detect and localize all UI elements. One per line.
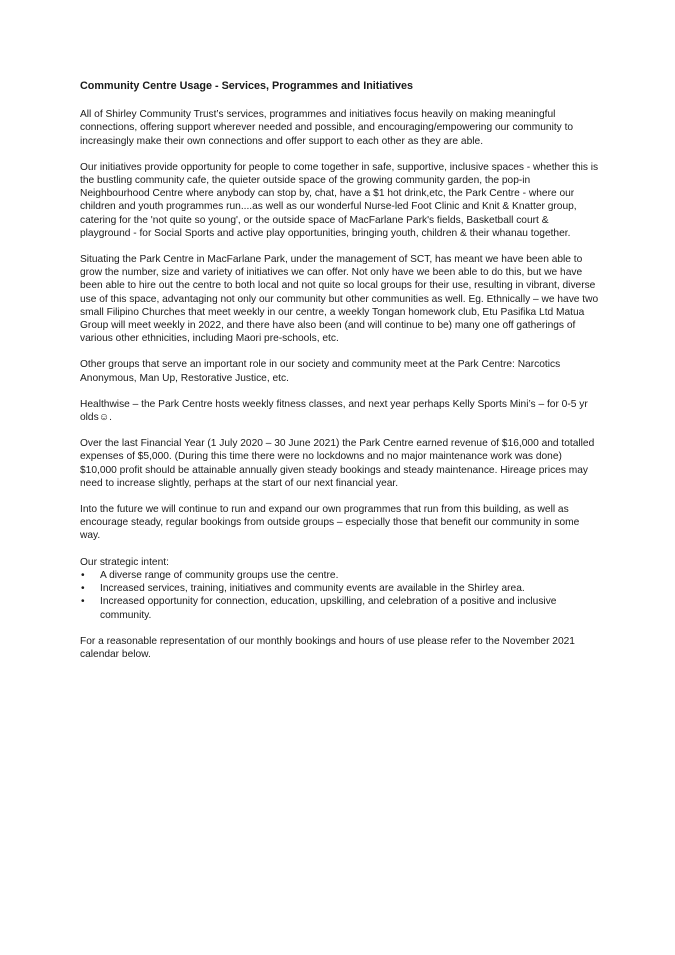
- strategic-intent-heading: Our strategic intent:: [80, 556, 169, 568]
- document-body: [80, 80, 600, 674]
- strategic-intent-list: [80, 569, 600, 622]
- paragraph-healthwise: Healthwise – the Park Centre hosts weekly fitness classes, and next year perhaps Kelly Sports Mini’s – for 0-5 yr olds☺.: [80, 398, 588, 424]
- paragraph-other-groups: Other groups that serve an important role in our society and community meet at the Park Centre: Narcotics Anonymous, Man Up, Restorative Justice, etc.: [80, 359, 561, 384]
- list-item: • Increased opportunity for connection, education, upskilling, and celebration of a positive and inclusive community.: [80, 595, 600, 621]
- paragraph-initiatives: Our initiatives provide opportunity for people to come together in safe, supportive, inclusive spaces - whether this is the bustling community cafe, the quieter outside space of the growing community garden, the pop-in Neighbourhood Centre where anybody can stop by, chat, have a $1 hot drink,etc, the Park Centre - where our children and youth programmes run....as well as our wonderful Nurse-led Foot Clinic and Knit & Knatter group, catering for the 'not quite so young', or the outside space of MacFarlane Park's fields, Basketball court & playground - for Social Sports and active play opportunities, bringing youth, children & their whanau together.: [80, 161, 599, 239]
- list-item: • A diverse range of community groups use the centre.: [80, 569, 600, 582]
- paragraph-financial-year: Over the last Financial Year (1 July 2020 – 30 June 2021) the Park Centre earned revenue of $16,000 and totalled expenses of $5,000. (During this time there were no lockdowns and no major maintenance work was done) $10,000 profit should be attainable annually given steady bookings and steady maintenance. Hireage prices may need to increase slightly, perhaps at the start of our next financial year.: [80, 438, 595, 489]
- paragraph-closing: For a reasonable representation of our monthly bookings and hours of use please refer to the November 2021 calendar below.: [80, 635, 575, 660]
- paragraph-future: Into the future we will continue to run and expand our own programmes that run from this building, as well as encourage steady, regular bookings from outside groups – especially those that benefit our community in some way.: [80, 504, 580, 542]
- document-title: Community Centre Usage - Services, Programmes and Initiatives: [80, 80, 414, 92]
- paragraph-park-centre: Situating the Park Centre in MacFarlane Park, under the management of SCT, has meant we have been able to grow the number, size and variety of initiatives we can offer. Not only have we been able to do this, but we have been able to hire out the centre to both local and not quite so local groups for their use, resulting in vibrant, diverse use of this space, advantaging not only our community but other communities as well. Eg. Ethnically – we have two small Filipino Churches that meet weekly in our centre, a weekly Tongan homework club, Etu Pasifika Ltd Matua Group will meet weekly in 2022, and there have also been (and will continue to be) many one off gatherings of various other ethnicities, including Maori pre-schools, etc.: [80, 254, 599, 345]
- paragraph-intro: All of Shirley Community Trust’s services, programmes and initiatives focus heavily on making meaningful connections, offering support wherever needed and possible, and encouraging/empowering our community to increasingly make their own connections and offer support to each other as they are able.: [80, 109, 574, 147]
- list-item: • Increased services, training, initiatives and community events are available in the Shirley area.: [80, 582, 600, 595]
